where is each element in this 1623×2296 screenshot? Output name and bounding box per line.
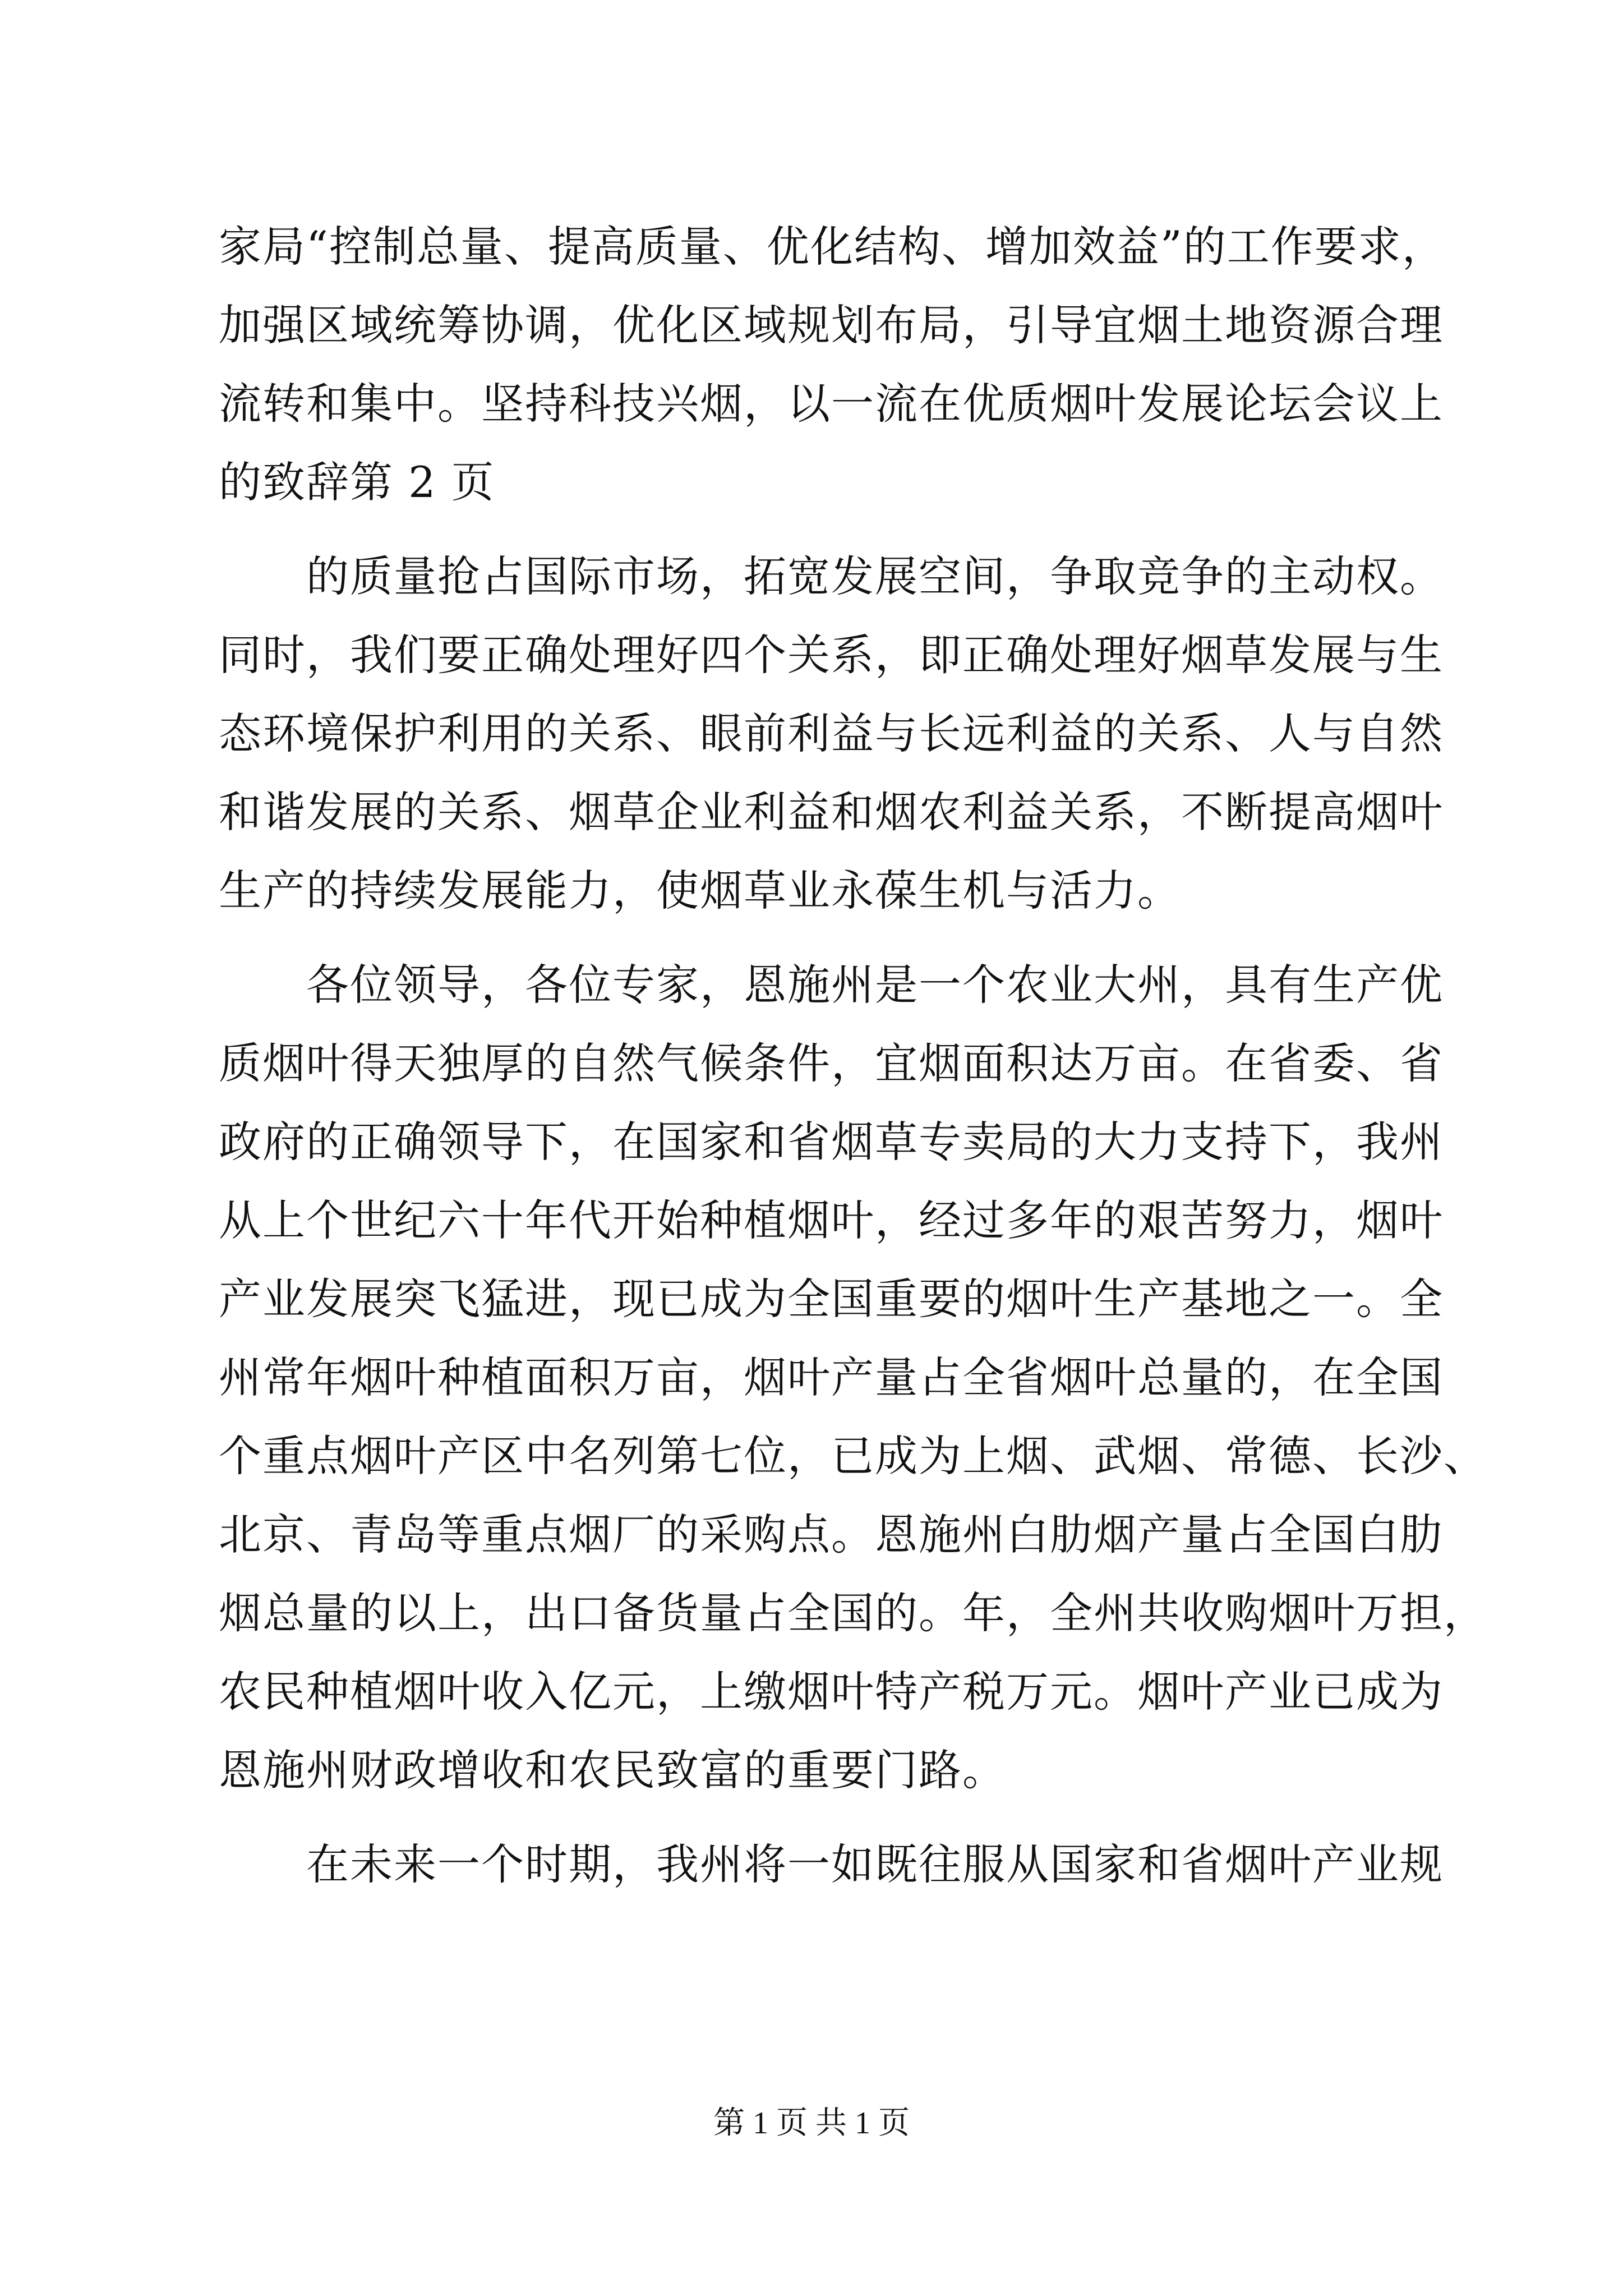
text-line: 个重点烟叶产区中名列第七位，已成为上烟、武烟、常德、长沙、 [219,1431,1487,1481]
text-line: 同时，我们要正确处理好四个关系，即正确处理好烟草发展与生 [219,630,1444,680]
paragraph-gap [219,930,1413,946]
text-line: 政府的正确领导下，在国家和省烟草专卖局的大力支持下，我州 [219,1117,1444,1167]
paragraph-gap [219,1810,1413,1825]
text-line: 流转和集中。坚持科技兴烟，以一流在优质烟叶发展论坛会议上 [219,379,1444,429]
text-line: 和谐发展的关系、烟草企业利益和烟农利益关系，不断提高烟叶 [219,787,1444,837]
text-line: 州常年烟叶种植面积万亩，烟叶产量占全省烟叶总量的，在全国 [219,1352,1444,1402]
text-line: 烟总量的以上，出口备货量占全国的。年，全州共收购烟叶万担， [219,1588,1487,1638]
text-line: 从上个世纪六十年代开始种植烟叶，经过多年的艰苦努力，烟叶 [219,1195,1444,1245]
text-line: 北京、青岛等重点烟厂的采购点。恩施州白肋烟产量占全国白肋 [219,1510,1444,1559]
text-line: 在未来一个时期，我州将一如既往服从国家和省烟叶产业规 [219,1839,1444,1889]
text-line: 产业发展突飞猛进，现已成为全国重要的烟叶生产基地之一。全 [219,1274,1444,1324]
text-line: 质烟叶得天独厚的自然气候条件，宜烟面积达万亩。在省委、省 [219,1038,1444,1088]
text-line: 家局“控制总量、提高质量、优化结构、增加效益”的工作要求， [219,222,1446,272]
text-line: 加强区域统筹协调，优化区域规划布局，引导宜烟土地资源合理 [219,300,1444,350]
text-line: 生产的持续发展能力，使烟草业永葆生机与活力。 [219,866,1181,915]
text-line: 恩施州财政增收和农民致富的重要门路。 [219,1745,1006,1795]
text-line: 的质量抢占国际市场，拓宽发展空间，争取竞争的主动权。 [219,551,1444,601]
text-line: 农民种植烟叶收入亿元，上缴烟叶特产税万元。烟叶产业已成为 [219,1667,1444,1717]
paragraph-gap [219,522,1413,537]
text-line: 各位领导，各位专家，恩施州是一个农业大州，具有生产优 [219,960,1444,1010]
text-line: 的致辞第 2 页 [219,457,495,507]
page-footer: 第 1 页 共 1 页 [713,2106,910,2141]
body-text [219,208,1487,1904]
text-line: 态环境保护利用的关系、眼前利益与长远利益的关系、人与自然 [219,708,1444,758]
